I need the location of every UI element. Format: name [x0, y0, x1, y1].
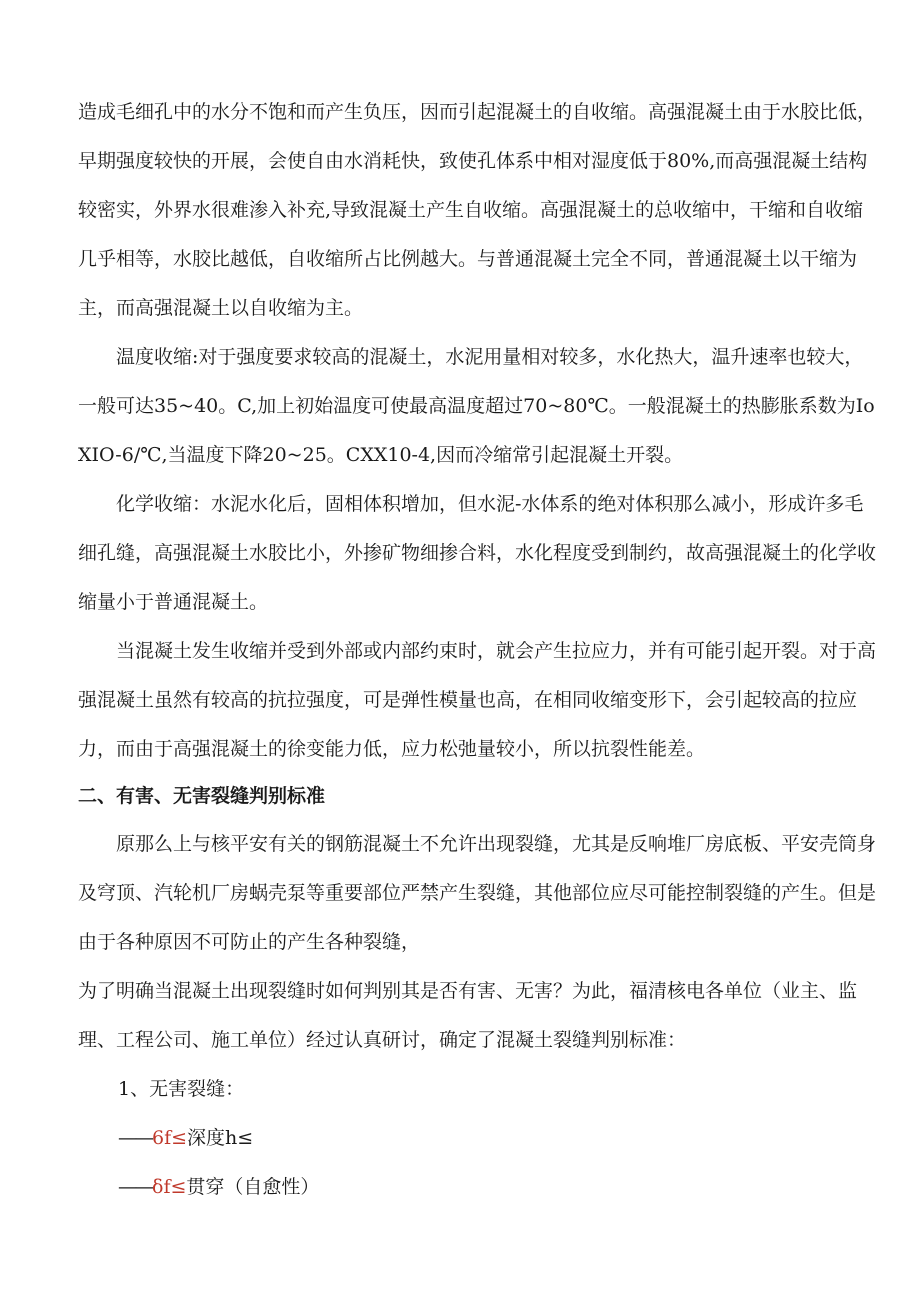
crack-width-symbol: δf≤: [152, 1176, 187, 1198]
through-text: 贯穿（自愈性）: [186, 1176, 320, 1198]
section-heading: 二、有害、无害裂缝判别标准: [78, 785, 326, 807]
paragraph-principle: 原那么上与核平安有关的钢筋混凝土不允许出现裂缝，尤其是反响堆厂房底板、平安壳筒身及穹顶、汽轮机厂房蜗壳泵等重要部位严禁产生裂缝，其他部位应尽可能控制裂缝的产生。但是由于各种原因不可防止的产生各种裂缝，: [78, 833, 877, 953]
depth-text: 深度h≤: [187, 1127, 254, 1149]
paragraph-autogenous-shrinkage: 造成毛细孔中的水分不饱和而产生负压，因而引起混凝土的自收缩。高强混凝土由于水胶比低，早期强度较快的开展，会使自由水消耗快，致使孔体系中相对湿度低于80%,而高强混凝土结构较密实，外界水很难渗入补充,导致混凝土产生自收缩。高强混凝土的总收缩中，干缩和自收缩几乎相等，水胶比越低，自收缩所占比例越大。与普通混凝土完全不同，普通混凝土以干缩为主，而高强混凝土以自收缩为主。: [78, 101, 877, 319]
paragraph-chemical-shrinkage: 化学收缩：水泥水化后，固相体积增加，但水泥-水体系的绝对体积那么减小，形成许多毛细孔缝，高强混凝土水胶比小，外掺矿物细掺合料，水化程度受到制约，故高强混凝土的化学收缩量小于普通混凝土。: [78, 493, 877, 613]
paragraph-tensile-stress: 当混凝土发生收缩并受到外部或内部约束时，就会产生拉应力，并有可能引起开裂。对于高强混凝土虽然有较高的抗拉强度，可是弹性模量也高，在相同收缩变形下，会引起较高的拉应力，而由于高强混凝土的徐变能力低，应力松弛量较小，所以抗裂性能差。: [78, 640, 877, 760]
paragraph-temperature-shrinkage: 温度收缩:对于强度要求较高的混凝土，水泥用量相对较多，水化热大，温升速率也较大，一般可达35~40。C,加上初始温度可使最高温度超过70~80℃。一般混凝土的热膨胀系数为IoXIO-6/℃,当温度下降20~25。CXX10-4,因而冷缩常引起混凝土开裂。: [78, 346, 875, 466]
crack-width-symbol: 6f≤: [152, 1127, 188, 1149]
em-dash: ——: [118, 1176, 152, 1198]
em-dash: ——: [118, 1127, 152, 1149]
list-item-depth-criterion: [118, 1114, 253, 1163]
list-item-through-criterion: [118, 1163, 319, 1212]
paragraph-criteria-intro: 为了明确当混凝土出现裂缝时如何判别其是否有害、无害？为此，福清核电各单位（业主、监理、工程公司、施工单位）经过认真研讨，确定了混凝土裂缝判别标准：: [78, 980, 858, 1051]
list-item-harmless-cracks: 1、无害裂缝：: [118, 1078, 245, 1100]
